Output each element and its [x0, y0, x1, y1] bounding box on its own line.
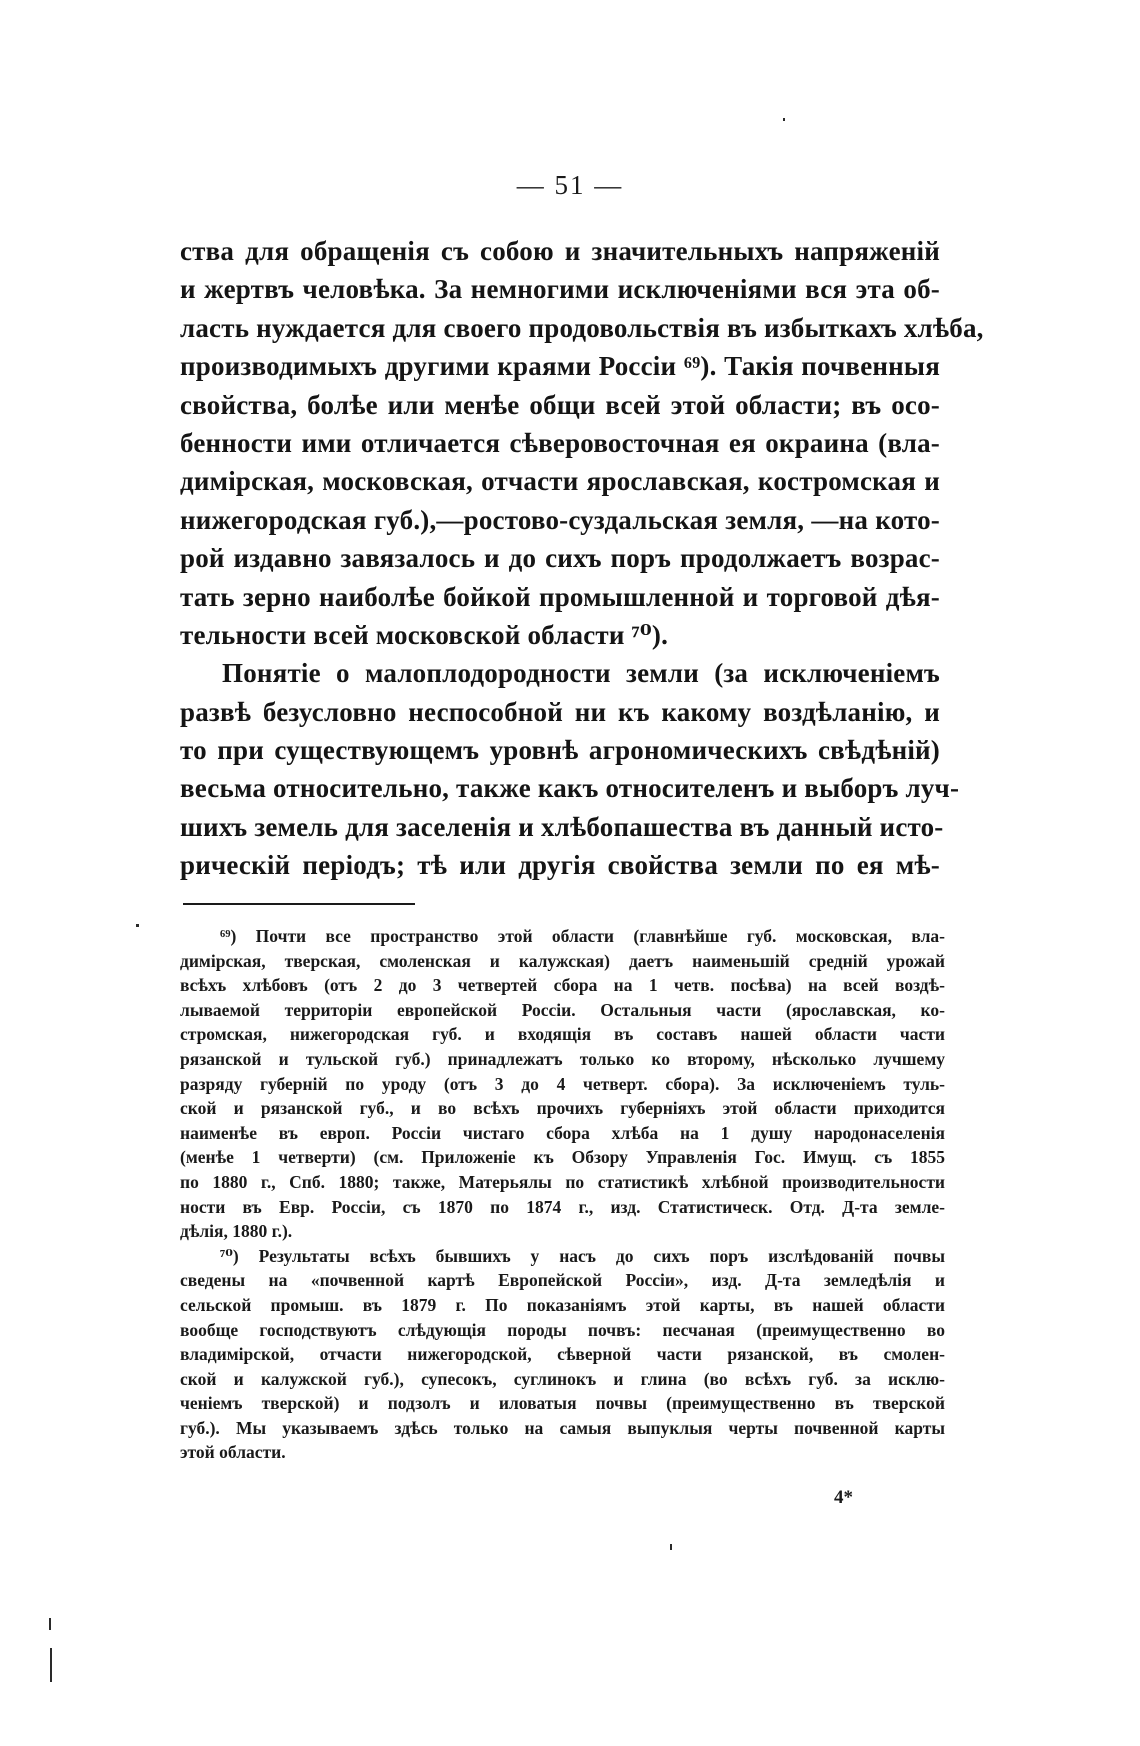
- footnote-69-line: (менѣе 1 четверти) (см. Приложеніе къ Обзору Управленія Гос. Имущ. съ 1855: [180, 1147, 945, 1168]
- footnote-70-line: этой области.: [180, 1442, 286, 1463]
- footnote-69-line: ской и рязанской губ., и во всѣхъ прочихъ губерніяхъ этой области приходится: [180, 1098, 945, 1119]
- scan-speck: [136, 924, 139, 927]
- main-text-line: рой издавно завязалось и до сихъ поръ продолжаетъ возрас-: [180, 543, 940, 574]
- footnote-70-line: сельской промыш. въ 1879 г. По показаніямъ этой карты, въ нашей области: [180, 1294, 945, 1315]
- scan-speck: [50, 1648, 52, 1682]
- footnote-69-line: по 1880 г., Спб. 1880; также, Матерьялы по статистикѣ хлѣбной производительности: [180, 1171, 945, 1192]
- footnote-69-line: всѣхъ хлѣбовъ (отъ 2 до 3 четвертей сбора на 1 четв. посѣва) на всей воздѣ-: [180, 975, 945, 996]
- paragraph-start-line: Понятіе о малоплодородности земли (за исключеніемъ: [222, 658, 940, 689]
- main-text-line: и жертвъ человѣка. За немногими исключеніями вся эта об-: [180, 274, 940, 305]
- page-number: — 51 —: [516, 170, 624, 200]
- footnote-69-line: рязанской и тульской губ.) принадлежатъ только ко второму, нѣсколько лучшему: [180, 1048, 945, 1069]
- main-text-line: то при существующемъ уровнѣ агрономическихъ свѣдѣній): [180, 735, 940, 766]
- footnote-70-line: ченіемъ тверской) и подзолъ и иловатыя почвы (преимущественно въ тверской: [180, 1393, 945, 1414]
- footnote-69-line: лываемой территоріи европейской Россіи. Остальныя части (ярославская, ко-: [180, 999, 945, 1020]
- footnote-70-line: губ.). Мы указываемъ здѣсь только на самыя выпуклыя черты почвенной карты: [180, 1417, 945, 1438]
- footnote-70-line: владимірской, отчасти нижегородской, сѣверной части рязанской, въ смолен-: [180, 1344, 945, 1365]
- footnote-69-line: наименѣе въ европ. Россіи чистаго сбора хлѣба на 1 душу народонаселенія: [180, 1122, 945, 1143]
- footnotes: [180, 924, 945, 1465]
- footnote-70-line: сведены на «почвенной картѣ Европейской Россіи», изд. Д-та земледѣлія и: [180, 1270, 945, 1291]
- footnote-69-line: димірская, тверская, смоленская и калужская) даетъ наименьшій средній урожай: [180, 950, 945, 971]
- footnote-69-line: разряду губерній по уроду (отъ 3 до 4 четверт. сбора). За исключеніемъ туль-: [180, 1073, 945, 1094]
- main-text-line: ства для обращенія съ собою и значительныхъ напряженій: [180, 236, 940, 266]
- signature-mark: 4*: [834, 1487, 853, 1508]
- scan-speck: [670, 1544, 672, 1550]
- main-text-line: шихъ земель для заселенія и хлѣбопашества въ данный исто-: [180, 811, 944, 842]
- main-text-line: димірская, московская, отчасти ярославская, костромская и: [180, 466, 940, 497]
- footnote-69-line: дѣлія, 1880 г.).: [180, 1221, 293, 1242]
- main-text-line: ласть нуждается для своего продовольствія въ избыткахъ хлѣба,: [180, 312, 984, 343]
- footnote-69-line: ности въ Евр. Россіи, съ 1870 по 1874 г., изд. Статистическ. Отд. Д-та земле-: [180, 1196, 945, 1217]
- main-text-line: весьма относительно, также какъ относителенъ и выборъ луч-: [180, 773, 960, 804]
- main-text-line: рическій періодъ; тѣ или другія свойства земли по ея мѣ-: [180, 850, 940, 881]
- footnote-70-line: ⁷⁰) Результаты всѣхъ бывшихъ у насъ до сихъ поръ изслѣдованій почвы: [220, 1245, 945, 1266]
- main-text-line: свойства, болѣе или менѣе общи всей этой области; въ осо-: [180, 389, 940, 420]
- footnote-69-line: ⁶⁹) Почти все пространство этой области (главнѣйше губ. московская, вла-: [220, 926, 945, 946]
- main-text: [180, 232, 984, 885]
- main-text-line: развѣ безусловно неспособной ни къ какому воздѣланію, и: [180, 696, 940, 727]
- main-text-line: тельности всей московской области ⁷⁰).: [180, 619, 669, 650]
- main-text-line: нижегородская губ.),—ростово-суздальская земля, —на кото-: [180, 504, 940, 535]
- main-text-line: производимыхъ другими краями Россіи ⁶⁹). Такія почвенныя: [180, 351, 940, 382]
- scan-speck: [783, 118, 785, 121]
- footnote-separator: [183, 903, 415, 905]
- main-text-line: бенности ими отличается сѣверовосточная ея окраина (вла-: [180, 427, 940, 458]
- footnote-70-line: вообще господствуютъ слѣдующія породы почвъ: песчаная (преимущественно во: [180, 1319, 945, 1340]
- main-text-line: тать зерно наиболѣе бойкой промышленной и торговой дѣя-: [180, 581, 940, 612]
- footnote-70-line: ской и калужской губ.), супесокъ, суглинокъ и глина (во всѣхъ губ. за исклю-: [180, 1368, 945, 1389]
- footnote-69-line: стромская, нижегородская губ. и входящія въ составъ нашей области части: [180, 1024, 945, 1045]
- scan-speck: [49, 1618, 51, 1630]
